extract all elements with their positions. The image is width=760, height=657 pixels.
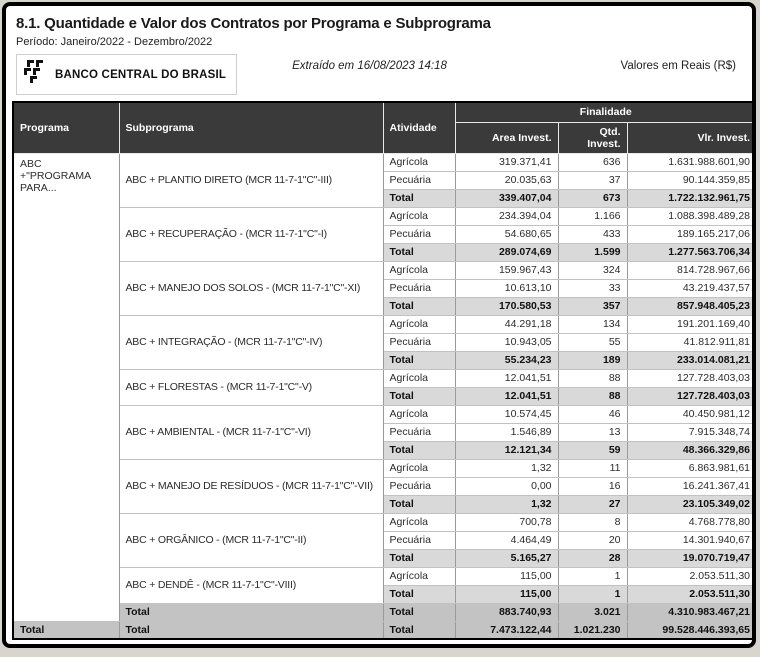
vlr-invest-cell: 2.053.511,30 <box>627 585 756 603</box>
area-invest-cell: 10.574,45 <box>455 405 558 423</box>
data-row <box>13 153 756 171</box>
subprograma-cell: ABC + ORGÂNICO - (MCR 11-7-1"C"-II) <box>119 513 383 567</box>
subprograma-cell: ABC + PLANTIO DIRETO (MCR 11-7-1"C"-III) <box>119 153 383 207</box>
vlr-invest-cell: 6.863.981,61 <box>627 459 756 477</box>
subprograma-cell: ABC + MANEJO DE RESÍDUOS - (MCR 11-7-1"C"-VII) <box>119 459 383 513</box>
area-invest-cell: 44.291,18 <box>455 315 558 333</box>
atividade-total-cell: Total <box>383 441 455 459</box>
data-row <box>13 567 756 585</box>
vlr-invest-cell: 127.728.403,03 <box>627 387 756 405</box>
vlr-invest-cell: 1.631.988.601,90 <box>627 153 756 171</box>
qtd-invest-cell: 433 <box>558 225 627 243</box>
vlr-invest-cell: 127.728.403,03 <box>627 369 756 387</box>
qtd-invest-cell: 357 <box>558 297 627 315</box>
vlr-invest-cell: 2.053.511,30 <box>627 567 756 585</box>
vlr-invest-cell: 191.201.169,40 <box>627 315 756 333</box>
bcb-logo <box>16 54 237 95</box>
vlr-invest-cell: 857.948.405,23 <box>627 297 756 315</box>
subprograma-total-cell: Total <box>119 621 383 639</box>
qtd-invest-cell: 27 <box>558 495 627 513</box>
header-programa: Programa <box>13 102 119 153</box>
atividade-total-cell: Total <box>383 603 455 621</box>
header-area-invest: Area Invest. <box>455 122 558 153</box>
page-title: 8.1. Quantidade e Valor dos Contratos por Programa e Subprograma <box>16 15 491 32</box>
vlr-invest-cell: 43.219.437,57 <box>627 279 756 297</box>
atividade-cell: Pecuária <box>383 171 455 189</box>
atividade-total-cell: Total <box>383 495 455 513</box>
vlr-invest-cell: 4.310.983.467,21 <box>627 603 756 621</box>
atividade-total-cell: Total <box>383 189 455 207</box>
subprograma-total-cell: Total <box>119 603 383 621</box>
area-invest-cell: 1,32 <box>455 495 558 513</box>
atividade-cell: Agrícola <box>383 261 455 279</box>
atividade-total-cell: Total <box>383 297 455 315</box>
subprograma-cell: ABC + INTEGRAÇÃO - (MCR 11-7-1"C"-IV) <box>119 315 383 369</box>
data-row <box>13 513 756 531</box>
report-period: Período: Janeiro/2022 - Dezembro/2022 <box>16 36 213 48</box>
area-invest-cell: 170.580,53 <box>455 297 558 315</box>
report-page <box>2 2 756 648</box>
qtd-invest-cell: 37 <box>558 171 627 189</box>
qtd-invest-cell: 636 <box>558 153 627 171</box>
vlr-invest-cell: 99.528.446.393,65 <box>627 621 756 639</box>
area-invest-cell: 5.165,27 <box>455 549 558 567</box>
vlr-invest-cell: 90.144.359,85 <box>627 171 756 189</box>
vlr-invest-cell: 4.768.778,80 <box>627 513 756 531</box>
header-subprograma: Subprograma <box>119 102 383 153</box>
atividade-total-cell: Total <box>383 621 455 639</box>
subprograma-cell: ABC + AMBIENTAL - (MCR 11-7-1"C"-VI) <box>119 405 383 459</box>
vlr-invest-cell: 19.070.719,47 <box>627 549 756 567</box>
vlr-invest-cell: 1.088.398.489,28 <box>627 207 756 225</box>
vlr-invest-cell: 189.165.217,06 <box>627 225 756 243</box>
qtd-invest-cell: 13 <box>558 423 627 441</box>
data-row <box>13 459 756 477</box>
vlr-invest-cell: 23.105.349,02 <box>627 495 756 513</box>
area-invest-cell: 289.074,69 <box>455 243 558 261</box>
area-invest-cell: 55.234,23 <box>455 351 558 369</box>
atividade-cell: Pecuária <box>383 225 455 243</box>
area-invest-cell: 4.464,49 <box>455 531 558 549</box>
area-invest-cell: 1.546,89 <box>455 423 558 441</box>
qtd-invest-cell: 324 <box>558 261 627 279</box>
qtd-invest-cell: 1.166 <box>558 207 627 225</box>
area-invest-cell: 54.680,65 <box>455 225 558 243</box>
table-body <box>13 153 756 639</box>
qtd-invest-cell: 33 <box>558 279 627 297</box>
atividade-total-cell: Total <box>383 549 455 567</box>
qtd-invest-cell: 8 <box>558 513 627 531</box>
atividade-cell: Agrícola <box>383 207 455 225</box>
atividade-cell: Agrícola <box>383 405 455 423</box>
qtd-invest-cell: 88 <box>558 387 627 405</box>
currency-note: Valores em Reais (R$) <box>620 60 736 72</box>
report-meta-row <box>12 52 746 101</box>
qtd-invest-cell: 673 <box>558 189 627 207</box>
table-header <box>13 102 756 153</box>
qtd-invest-cell: 46 <box>558 405 627 423</box>
qtd-invest-cell: 1 <box>558 585 627 603</box>
programa-total-cell: Total <box>13 621 119 639</box>
atividade-total-cell: Total <box>383 351 455 369</box>
qtd-invest-cell: 11 <box>558 459 627 477</box>
qtd-invest-cell: 134 <box>558 315 627 333</box>
atividade-cell: Agrícola <box>383 567 455 585</box>
qtd-invest-cell: 55 <box>558 333 627 351</box>
area-invest-cell: 234.394,04 <box>455 207 558 225</box>
qtd-invest-cell: 28 <box>558 549 627 567</box>
vlr-invest-cell: 814.728.967,66 <box>627 261 756 279</box>
area-invest-cell: 10.613,10 <box>455 279 558 297</box>
area-invest-cell: 20.035,63 <box>455 171 558 189</box>
area-invest-cell: 339.407,04 <box>455 189 558 207</box>
qtd-invest-cell: 88 <box>558 369 627 387</box>
area-invest-cell: 12.041,51 <box>455 369 558 387</box>
qtd-invest-cell: 59 <box>558 441 627 459</box>
qtd-invest-cell: 1.021.230 <box>558 621 627 639</box>
atividade-cell: Pecuária <box>383 279 455 297</box>
vlr-invest-cell: 41.812.911,81 <box>627 333 756 351</box>
subprograma-cell: ABC + FLORESTAS - (MCR 11-7-1"C"-V) <box>119 369 383 405</box>
extraction-timestamp: Extraído em 16/08/2023 14:18 <box>292 60 447 72</box>
subprograma-cell: ABC + RECUPERAÇÃO - (MCR 11-7-1"C"-I) <box>119 207 383 261</box>
atividade-cell: Agrícola <box>383 513 455 531</box>
atividade-cell: Agrícola <box>383 153 455 171</box>
data-row <box>13 207 756 225</box>
qtd-invest-cell: 16 <box>558 477 627 495</box>
area-invest-cell: 0,00 <box>455 477 558 495</box>
qtd-invest-cell: 1 <box>558 567 627 585</box>
vlr-invest-cell: 1.722.132.961,75 <box>627 189 756 207</box>
atividade-cell: Agrícola <box>383 459 455 477</box>
area-invest-cell: 319.371,41 <box>455 153 558 171</box>
area-invest-cell: 159.967,43 <box>455 261 558 279</box>
atividade-cell: Pecuária <box>383 333 455 351</box>
subprograma-cell: ABC + DENDÊ - (MCR 11-7-1"C"-VIII) <box>119 567 383 603</box>
grand-total-row <box>13 621 756 639</box>
area-invest-cell: 12.121,34 <box>455 441 558 459</box>
subprograma-cell: ABC + MANEJO DOS SOLOS - (MCR 11-7-1"C"-XI) <box>119 261 383 315</box>
atividade-cell: Agrícola <box>383 369 455 387</box>
qtd-invest-cell: 189 <box>558 351 627 369</box>
header-qtd-invest: Qtd. Invest. <box>558 122 627 153</box>
bcb-logo-text: BANCO CENTRAL DO BRASIL <box>55 68 227 81</box>
header-atividade: Atividade <box>383 102 455 153</box>
atividade-total-cell: Total <box>383 243 455 261</box>
vlr-invest-cell: 14.301.940,67 <box>627 531 756 549</box>
data-row <box>13 405 756 423</box>
vlr-invest-cell: 48.366.329,86 <box>627 441 756 459</box>
area-invest-cell: 10.943,05 <box>455 333 558 351</box>
contracts-table <box>12 101 756 640</box>
area-invest-cell: 12.041,51 <box>455 387 558 405</box>
area-invest-cell: 7.473.122,44 <box>455 621 558 639</box>
vlr-invest-cell: 16.241.367,41 <box>627 477 756 495</box>
area-invest-cell: 115,00 <box>455 585 558 603</box>
bcb-logo-icon <box>23 59 49 90</box>
vlr-invest-cell: 7.915.348,74 <box>627 423 756 441</box>
qtd-invest-cell: 20 <box>558 531 627 549</box>
qtd-invest-cell: 3.021 <box>558 603 627 621</box>
programa-cell: ABC +"PROGRAMA PARA... <box>13 153 119 621</box>
header-vlr-invest: Vlr. Invest. <box>627 122 756 153</box>
data-row <box>13 315 756 333</box>
area-invest-cell: 883.740,93 <box>455 603 558 621</box>
data-row <box>13 261 756 279</box>
program-total-row <box>13 603 756 621</box>
atividade-cell: Agrícola <box>383 315 455 333</box>
qtd-invest-cell: 1.599 <box>558 243 627 261</box>
vlr-invest-cell: 1.277.563.706,34 <box>627 243 756 261</box>
atividade-total-cell: Total <box>383 585 455 603</box>
header-finalidade: Finalidade <box>455 102 756 122</box>
area-invest-cell: 700,78 <box>455 513 558 531</box>
atividade-cell: Pecuária <box>383 423 455 441</box>
atividade-cell: Pecuária <box>383 477 455 495</box>
area-invest-cell: 115,00 <box>455 567 558 585</box>
vlr-invest-cell: 233.014.081,21 <box>627 351 756 369</box>
vlr-invest-cell: 40.450.981,12 <box>627 405 756 423</box>
data-row <box>13 369 756 387</box>
atividade-cell: Pecuária <box>383 531 455 549</box>
atividade-total-cell: Total <box>383 387 455 405</box>
area-invest-cell: 1,32 <box>455 459 558 477</box>
